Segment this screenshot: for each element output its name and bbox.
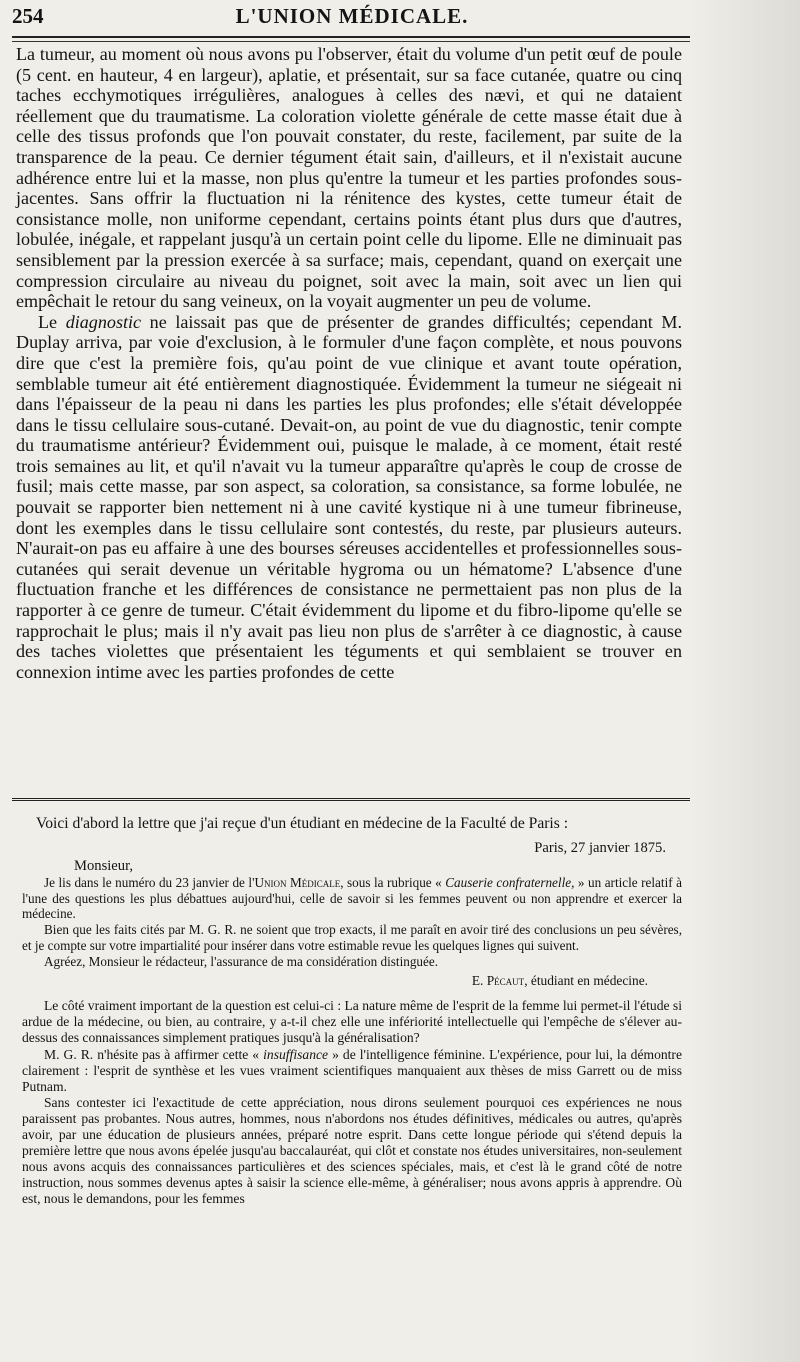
letter-signature	[22, 972, 682, 990]
italic-term: insuffisance	[263, 1046, 329, 1062]
feuilleton-separator	[12, 798, 690, 801]
journal-title: L'UNION MÉDICALE.	[235, 4, 469, 28]
signature-name: E. Pécaut	[471, 973, 525, 989]
para-rest: ne laissait pas que de présenter de grandes difficultés; cependant M. Duplay arriva, par voie d'exclusion, à le formuler d'une façon complète, et nous pouvons dire que c'est la première fois, qu'au point de vue clinique et avant toute opération, semblable tumeur ait été entièrement diagnostiquée. Évidemment la tumeur ne siégeait ni dans l'épaisseur de la peau ni dans les parties les plus profondes; elle s'était développée dans le tissu cellulaire sous-cutané. Devait-on, au point de vue du diagnostic, tenir compte du traumatisme antérieur? Évidemment oui, puisque le malade, à ce moment, était resté trois semaines au lit, et qu'il n'avait vu la tumeur apparaître qu'après le coup de crosse de fusil; mais cette masse, par son aspect, sa coloration, sa consistance, sa forme lobulée, ne pouvait se rapporter bien nettement ni à une cavité kystique ni à une tumeur fibrineuse, dont les exemples dans le tissu cellulaire sont contestés, du reste, par plusieurs auteurs. N'aurait-on pas eu affaire à une des bourses séreuses accidentelles et professionnelles sous-cutanées qui serait devenue un véritable hygroma ou un hématome? L'absence d'une fluctuation franche et les différences de consistance ne permettaient pas non plus de la rapporter à ce genre de tumeur. C'était évidemment du lipome et du fibro-lipome qu'elle se rapprochait le plus; mais il n'y avait pas lieu non plus de s'arrêter à ce diagnostic, à cause des taches violettes que présentaient les téguments et qui semblaient se trouver en connexion intime avec les parties profondes de cette	[16, 311, 682, 682]
feuilleton-intro: Voici d'abord la lettre que j'ai reçue d'un étudiant en médecine de la Faculté de Paris :	[36, 815, 569, 832]
bleed-through-shadow	[688, 0, 800, 1362]
letter-paragraph-2: Bien que les faits cités par M. G. R. ne soient que trop exacts, il me paraît en avoir tiré des conclusions un peu sévères, et je compte sur votre impartialité pour insérer dans votre estimable revue les quelques lignes qui suivent.	[22, 922, 682, 953]
letter-text: » un article relatif à l'une des questions les plus débattues aujourd'hui, celle de savoir si les femmes peuvent ou non apprendre et exercer la médecine.	[22, 875, 682, 922]
paragraph-tumor-description: La tumeur, au moment où nous avons pu l'observer, était du volume d'un petit œuf de poule (5 cent. en hauteur, 4 en largeur), aplatie, et présentait, sur sa face cutanée, quatre ou cinq taches ecchymotiques irrégulières, analogues à celles des nævi, et qui ne dataient réellement que du traumatisme. La coloration violette générale de cette masse était due à celle des tissus profonds que l'on pouvait constater, du reste, facilement, par suite de la transparence de la peau. Ce dernier tégument était sain, d'ailleurs, et il n'existait aucune adhérence entre lui et la masse, non plus qu'entre la tumeur et les parties profondes sous-jacentes. Sans offrir la fluctuation ni la rénitence des kystes, cette tumeur était de consistance molle, non uniforme cependant, certains points étant plus durs que d'autres, lobulée, inégale, et rappelant jusqu'à un certain point celle du lipome. Elle ne diminuait pas sensiblement par la pression exercée à sa surface; mais, cependant, quand on exerçait une compression circulaire au niveau du poignet, soit avec la main, soit avec un lien qui empêchait le retour du sang veineux, on la voyait augmenter un peu de volume.	[16, 44, 682, 312]
letter-paragraph-1	[22, 875, 682, 922]
page-number: 254	[12, 4, 44, 28]
italic-term: diagnostic	[65, 311, 142, 332]
journal-name: Union Médicale	[254, 875, 341, 890]
letter-salutation: Monsieur,	[74, 858, 134, 874]
comment-paragraph-3: Sans contester ici l'exactitude de cette appréciation, nous dirons seulement pourquoi ces expériences ne nous paraissent pas probantes. Nous autres, hommes, nous n'abordons nos études définitives, médicales ou autres, qu'après avoir, par une éducation de plusieurs années, préparé notre esprit. Dans cette longue période qui s'étend depuis la première lettre que nous avons épelée jusqu'au baccalauréat, qui clôt et constate nos études universitaires, non-seulement nous avons acquis des connaissances particulières et des sciences spéciales, mais, et c'est là le grand côté de notre instruction, nous sommes devenus aptes à saisir la science elle-même, à généraliser; nous avons appris à apprendre. Où est, nous le demandons, pour les femmes	[22, 1094, 682, 1207]
comment-text: M. G. R. n'hésite pas à affirmer cette «	[44, 1046, 264, 1062]
letter-date: Paris, 27 janvier 1875.	[534, 840, 666, 856]
comment-paragraph-1: Le côté vraiment important de la question est celui-ci : La nature même de l'esprit de la femme lui permet-il l'étude si ardue de la médecine, ou bien, au contraire, y a-t-il chez elle une infériorité intellectuelle qui l'empêche de s'élever au-dessus des connaissances simplement pratiques jusqu'à la généralisation?	[22, 998, 682, 1046]
header-rule-thin	[12, 41, 690, 42]
header-rule	[12, 36, 690, 38]
paragraph-diagnostic	[16, 312, 682, 683]
comment-text: » de l'intelligence féminine. L'expérience, pour lui, la démontre clairement : l'esprit de synthèse et les vues vraiment scientifiques manquaient aux thèses de miss Garrett ou de miss Putnam.	[22, 1046, 682, 1094]
feuilleton-section	[22, 815, 682, 1207]
letter-paragraph-3: Agréez, Monsieur le rédacteur, l'assurance de ma considération distinguée.	[44, 953, 439, 969]
letter-text: , sous la rubrique «	[340, 875, 446, 890]
signature-title: , étudiant en médecine.	[524, 973, 648, 989]
para-lead: Le	[38, 311, 66, 332]
article-body	[16, 44, 682, 682]
comment-paragraph-2	[22, 1047, 682, 1095]
rubric-name: Causerie confraternelle,	[445, 875, 575, 890]
running-header	[12, 4, 692, 34]
letter-text: Je lis dans le numéro du 23 janvier de l'	[44, 875, 255, 890]
